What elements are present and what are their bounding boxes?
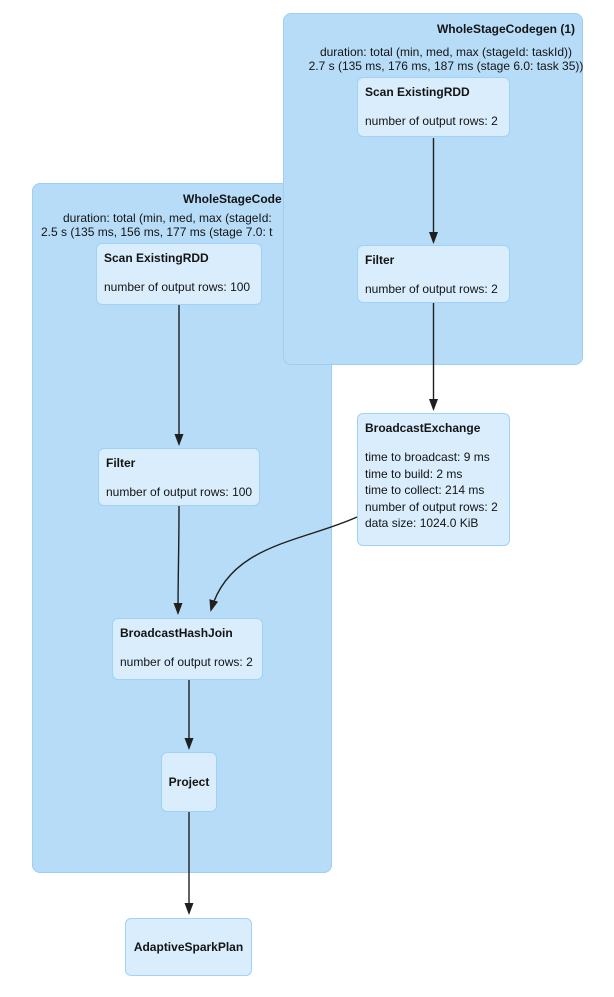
node-broadcasthashjoin: [112, 618, 263, 680]
node-metrics: [104, 279, 254, 296]
metric-line: number of output rows: 2: [365, 114, 498, 128]
metric-line: time to collect: 214 ms: [365, 483, 485, 497]
metric-line: number of output rows: 2: [120, 655, 253, 669]
node-filter-2: [98, 448, 260, 506]
node-metrics: [365, 281, 502, 298]
node-broadcastexchange: [357, 413, 510, 546]
node-title: Project: [168, 775, 210, 789]
node-scan-existingrdd-1: [357, 77, 510, 137]
node-title: AdaptiveSparkPlan: [133, 940, 244, 954]
node-filter-1: [357, 245, 510, 303]
node-metrics: [106, 484, 252, 501]
cluster-duration: [297, 46, 595, 73]
metric-line: number of output rows: 2: [365, 282, 498, 296]
cluster-title: WholeStageCode: [183, 192, 282, 206]
cluster-duration-value: 2.5 s (135 ms, 156 ms, 177 ms (stage 7.0: t: [41, 224, 273, 239]
node-scan-existingrdd-2: [96, 243, 262, 305]
metric-line: number of output rows: 2: [365, 499, 498, 514]
metric-line: number of output rows: 100: [106, 485, 253, 499]
node-metrics: [120, 654, 255, 671]
node-title: BroadcastExchange: [365, 421, 481, 435]
node-project: [161, 752, 217, 812]
metric-line: data size: 1024.0 KiB: [365, 516, 479, 530]
node-title: Filter: [106, 456, 136, 470]
node-title: Scan ExistingRDD: [365, 85, 470, 99]
cluster-wholestagecodegen-1: [283, 13, 583, 365]
cluster-duration-value: 2.7 s (135 ms, 176 ms, 187 ms (stage 6.0: task 35)): [308, 58, 584, 73]
cluster-duration-label: duration: total (min, med, max (stageId: taskId)): [319, 45, 573, 59]
node-metrics: [365, 449, 502, 532]
metric-line: time to broadcast: 9 ms: [365, 450, 490, 464]
node-title: Filter: [365, 253, 395, 267]
node-title: Scan ExistingRDD: [104, 251, 209, 265]
node-metrics: [365, 113, 502, 130]
cluster-title: WholeStageCodegen (1): [436, 22, 575, 36]
metric-line: number of output rows: 100: [104, 280, 251, 294]
metric-line: time to build: 2 ms: [365, 466, 463, 481]
node-title: BroadcastHashJoin: [120, 626, 233, 640]
cluster-duration-label: duration: total (min, med, max (stageId:: [63, 211, 272, 225]
node-adaptivesparkplan: [125, 918, 252, 976]
